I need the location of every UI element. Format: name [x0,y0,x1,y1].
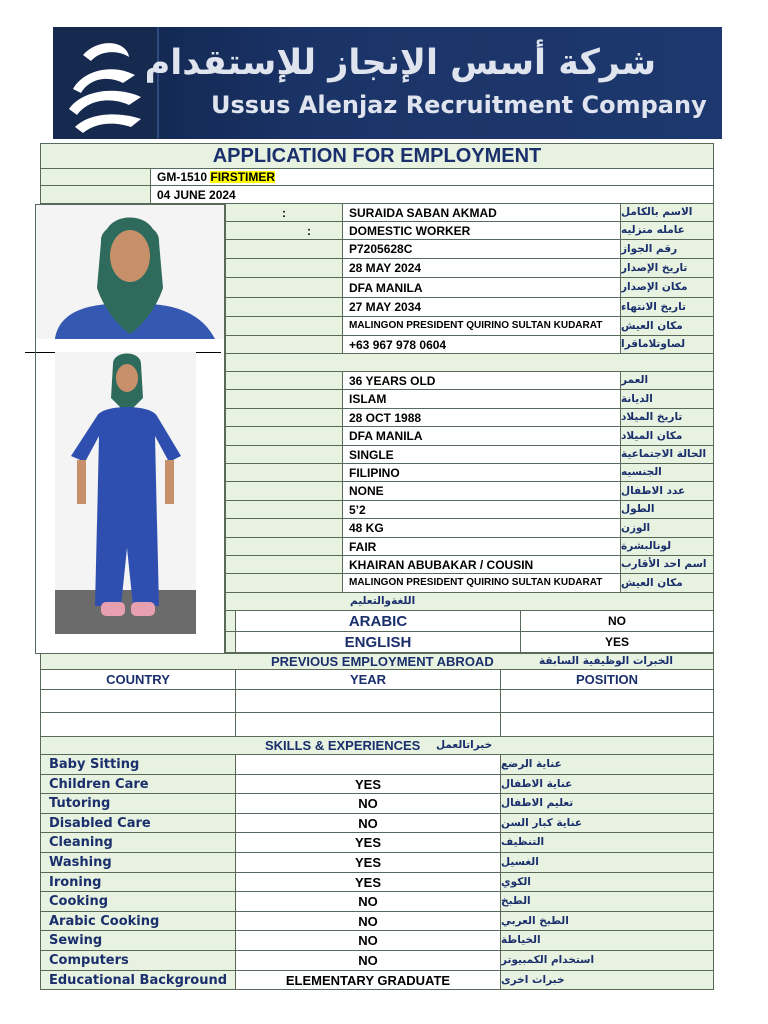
detail-value: 36 YEARS OLD [342,371,621,390]
field-colon-cell: : [225,203,343,222]
reference-code: GM-1510 [157,170,208,184]
skills-heading: SKILLS & EXPERIENCES [265,738,421,753]
skill-label-arabic: تعليم الاطفال [500,793,714,814]
employment-heading-row [40,653,714,670]
detail-value: 28 OCT 1988 [342,408,621,427]
detail-label-arabic: الديانة [620,389,714,409]
detail-value: NONE [342,481,621,501]
personal-label-arabic: الاسم بالكامل [620,203,714,222]
skill-value: ELEMENTARY GRADUATE [235,970,501,990]
skill-name: Washing [40,852,236,873]
detail-value: 48 KG [342,518,621,538]
company-name-english: Ussus Alenjaz Recruitment Company [211,91,707,119]
field-colon-cell: : [225,221,343,240]
detail-label-arabic: العمر [620,371,714,390]
detail-spacer-cell [225,463,343,482]
detail-label-arabic: مكان العيش [620,573,714,593]
personal-value: 28 MAY 2024 [342,258,621,278]
application-date: 04 JUNE 2024 [150,185,714,204]
skill-name: Ironing [40,872,236,892]
date-label-cell [40,185,151,204]
skill-name: Disabled Care [40,813,236,833]
skill-value: NO [235,911,501,931]
detail-spacer-cell [225,481,343,501]
employment-col-year: YEAR [235,669,501,690]
photo-frame [35,204,225,654]
skill-name: Children Care [40,774,236,794]
employment-cell [40,712,236,737]
skill-label-arabic: عناية الاطفال [500,774,714,794]
language-heading-arabic: اللغةوالتعليم [350,595,416,608]
detail-value: FILIPINO [342,463,621,482]
field-colon-cell [225,316,343,336]
detail-spacer-cell [225,426,343,446]
language-name: ARABIC [235,610,521,632]
detail-label-arabic: مكان الميلاد [620,426,714,446]
detail-label-arabic: عدد الاطفال [620,481,714,501]
detail-label-arabic: اسم احد الأقارب [620,555,714,574]
detail-value: FAIR [342,537,621,556]
employment-col-country: COUNTRY [40,669,236,690]
employment-heading: PREVIOUS EMPLOYMENT ABROAD [271,654,494,669]
detail-value: DFA MANILA [342,426,621,446]
skill-label-arabic: الخياطة [500,930,714,951]
personal-value: DFA MANILA [342,277,621,298]
reference-status: FIRSTIMER [210,170,276,184]
skill-value: YES [235,872,501,892]
skill-value: YES [235,774,501,794]
skill-label-arabic: الغسيل [500,852,714,873]
personal-label-arabic: تاريخ الإصدار [620,258,714,278]
personal-label-arabic: لصاوتلاماقرا [620,335,714,354]
employment-cell [500,712,714,737]
detail-spacer-cell [225,500,343,519]
detail-spacer-cell [225,573,343,593]
field-colon-cell [225,239,343,259]
language-value: YES [520,631,714,653]
skill-value: YES [235,852,501,873]
personal-value: SURAIDA SABAN AKMAD [342,203,621,222]
detail-value: MALINGON PRESIDENT QUIRINO SULTAN KUDARAT [342,573,621,593]
detail-spacer-cell [225,518,343,538]
detail-value: ISLAM [342,389,621,409]
language-name: ENGLISH [235,631,521,653]
detail-label-arabic: الجنسيه [620,463,714,482]
skill-name: Educational Background [40,970,236,990]
detail-label-arabic: تاريخ الميلاد [620,408,714,427]
skill-label-arabic: خبرات اخرى [500,970,714,990]
detail-value: 5’2 [342,500,621,519]
field-colon-cell [225,335,343,354]
field-colon-cell [225,277,343,298]
personal-value: MALINGON PRESIDENT QUIRINO SULTAN KUDARAT [342,316,621,336]
detail-spacer-cell [225,445,343,464]
employment-col-position: POSITION [500,669,714,690]
skill-label-arabic: الكوي [500,872,714,892]
skill-label-arabic: التنظيف [500,832,714,853]
reference-code-cell [150,168,714,186]
detail-label-arabic: الوزن [620,518,714,538]
personal-label-arabic: عامله منزليه [620,221,714,240]
skills-heading-arabic: خبراتالعمل [436,739,493,752]
skill-value: NO [235,930,501,951]
detail-label-arabic: الطول [620,500,714,519]
personal-value: DOMESTIC WORKER [342,221,621,240]
skill-label-arabic: الطبخ العربي [500,911,714,931]
company-name-arabic: شركة أسس الإنجاز للإستقدام [144,43,656,83]
skill-label-arabic: عناية كبار السن [500,813,714,833]
detail-spacer-cell [225,537,343,556]
skill-name: Sewing [40,930,236,951]
personal-value: 27 MAY 2034 [342,297,621,317]
skill-name: Computers [40,950,236,971]
skill-value: NO [235,950,501,971]
skill-name: Baby Sitting [40,754,236,775]
skill-label-arabic: استخدام الكمبيوتر [500,950,714,971]
detail-label-arabic: الحالة الاجتماعية [620,445,714,464]
employment-heading-arabic: الخبرات الوظيفية السابقة [539,655,673,668]
skill-name: Cooking [40,891,236,912]
skills-heading-row [40,736,714,755]
form-title: APPLICATION FOR EMPLOYMENT [40,143,714,169]
employment-cell [235,689,501,713]
skill-name: Tutoring [40,793,236,814]
personal-label-arabic: مكان العيش [620,316,714,336]
personal-value: P7205628C [342,239,621,259]
field-colon-cell [225,258,343,278]
employment-cell [500,689,714,713]
employment-cell [40,689,236,713]
detail-value: SINGLE [342,445,621,464]
detail-spacer-cell [225,555,343,574]
personal-label-arabic: مكان الإصدار [620,277,714,298]
personal-label-arabic: تاريخ الانتهاء [620,297,714,317]
skill-label-arabic: الطبخ [500,891,714,912]
detail-value: KHAIRAN ABUBAKAR / COUSIN [342,555,621,574]
language-value: NO [520,610,714,632]
detail-spacer-cell [225,389,343,409]
section-spacer-row [225,353,714,372]
skill-name: Cleaning [40,832,236,853]
skill-label-arabic: عناية الرضع [500,754,714,775]
personal-label-arabic: رقم الجواز [620,239,714,259]
employment-cell [235,712,501,737]
skill-value: NO [235,891,501,912]
skill-value: YES [235,832,501,853]
detail-spacer-cell [225,371,343,390]
personal-value: +63 967 978 0604 [342,335,621,354]
skill-value [235,754,501,775]
language-heading-row [225,592,714,611]
skill-value: NO [235,793,501,814]
ref-label-cell [40,168,151,186]
detail-label-arabic: لونالبشرة [620,537,714,556]
detail-spacer-cell [225,408,343,427]
skill-name: Arabic Cooking [40,911,236,931]
field-colon-cell [225,297,343,317]
skill-value: NO [235,813,501,833]
